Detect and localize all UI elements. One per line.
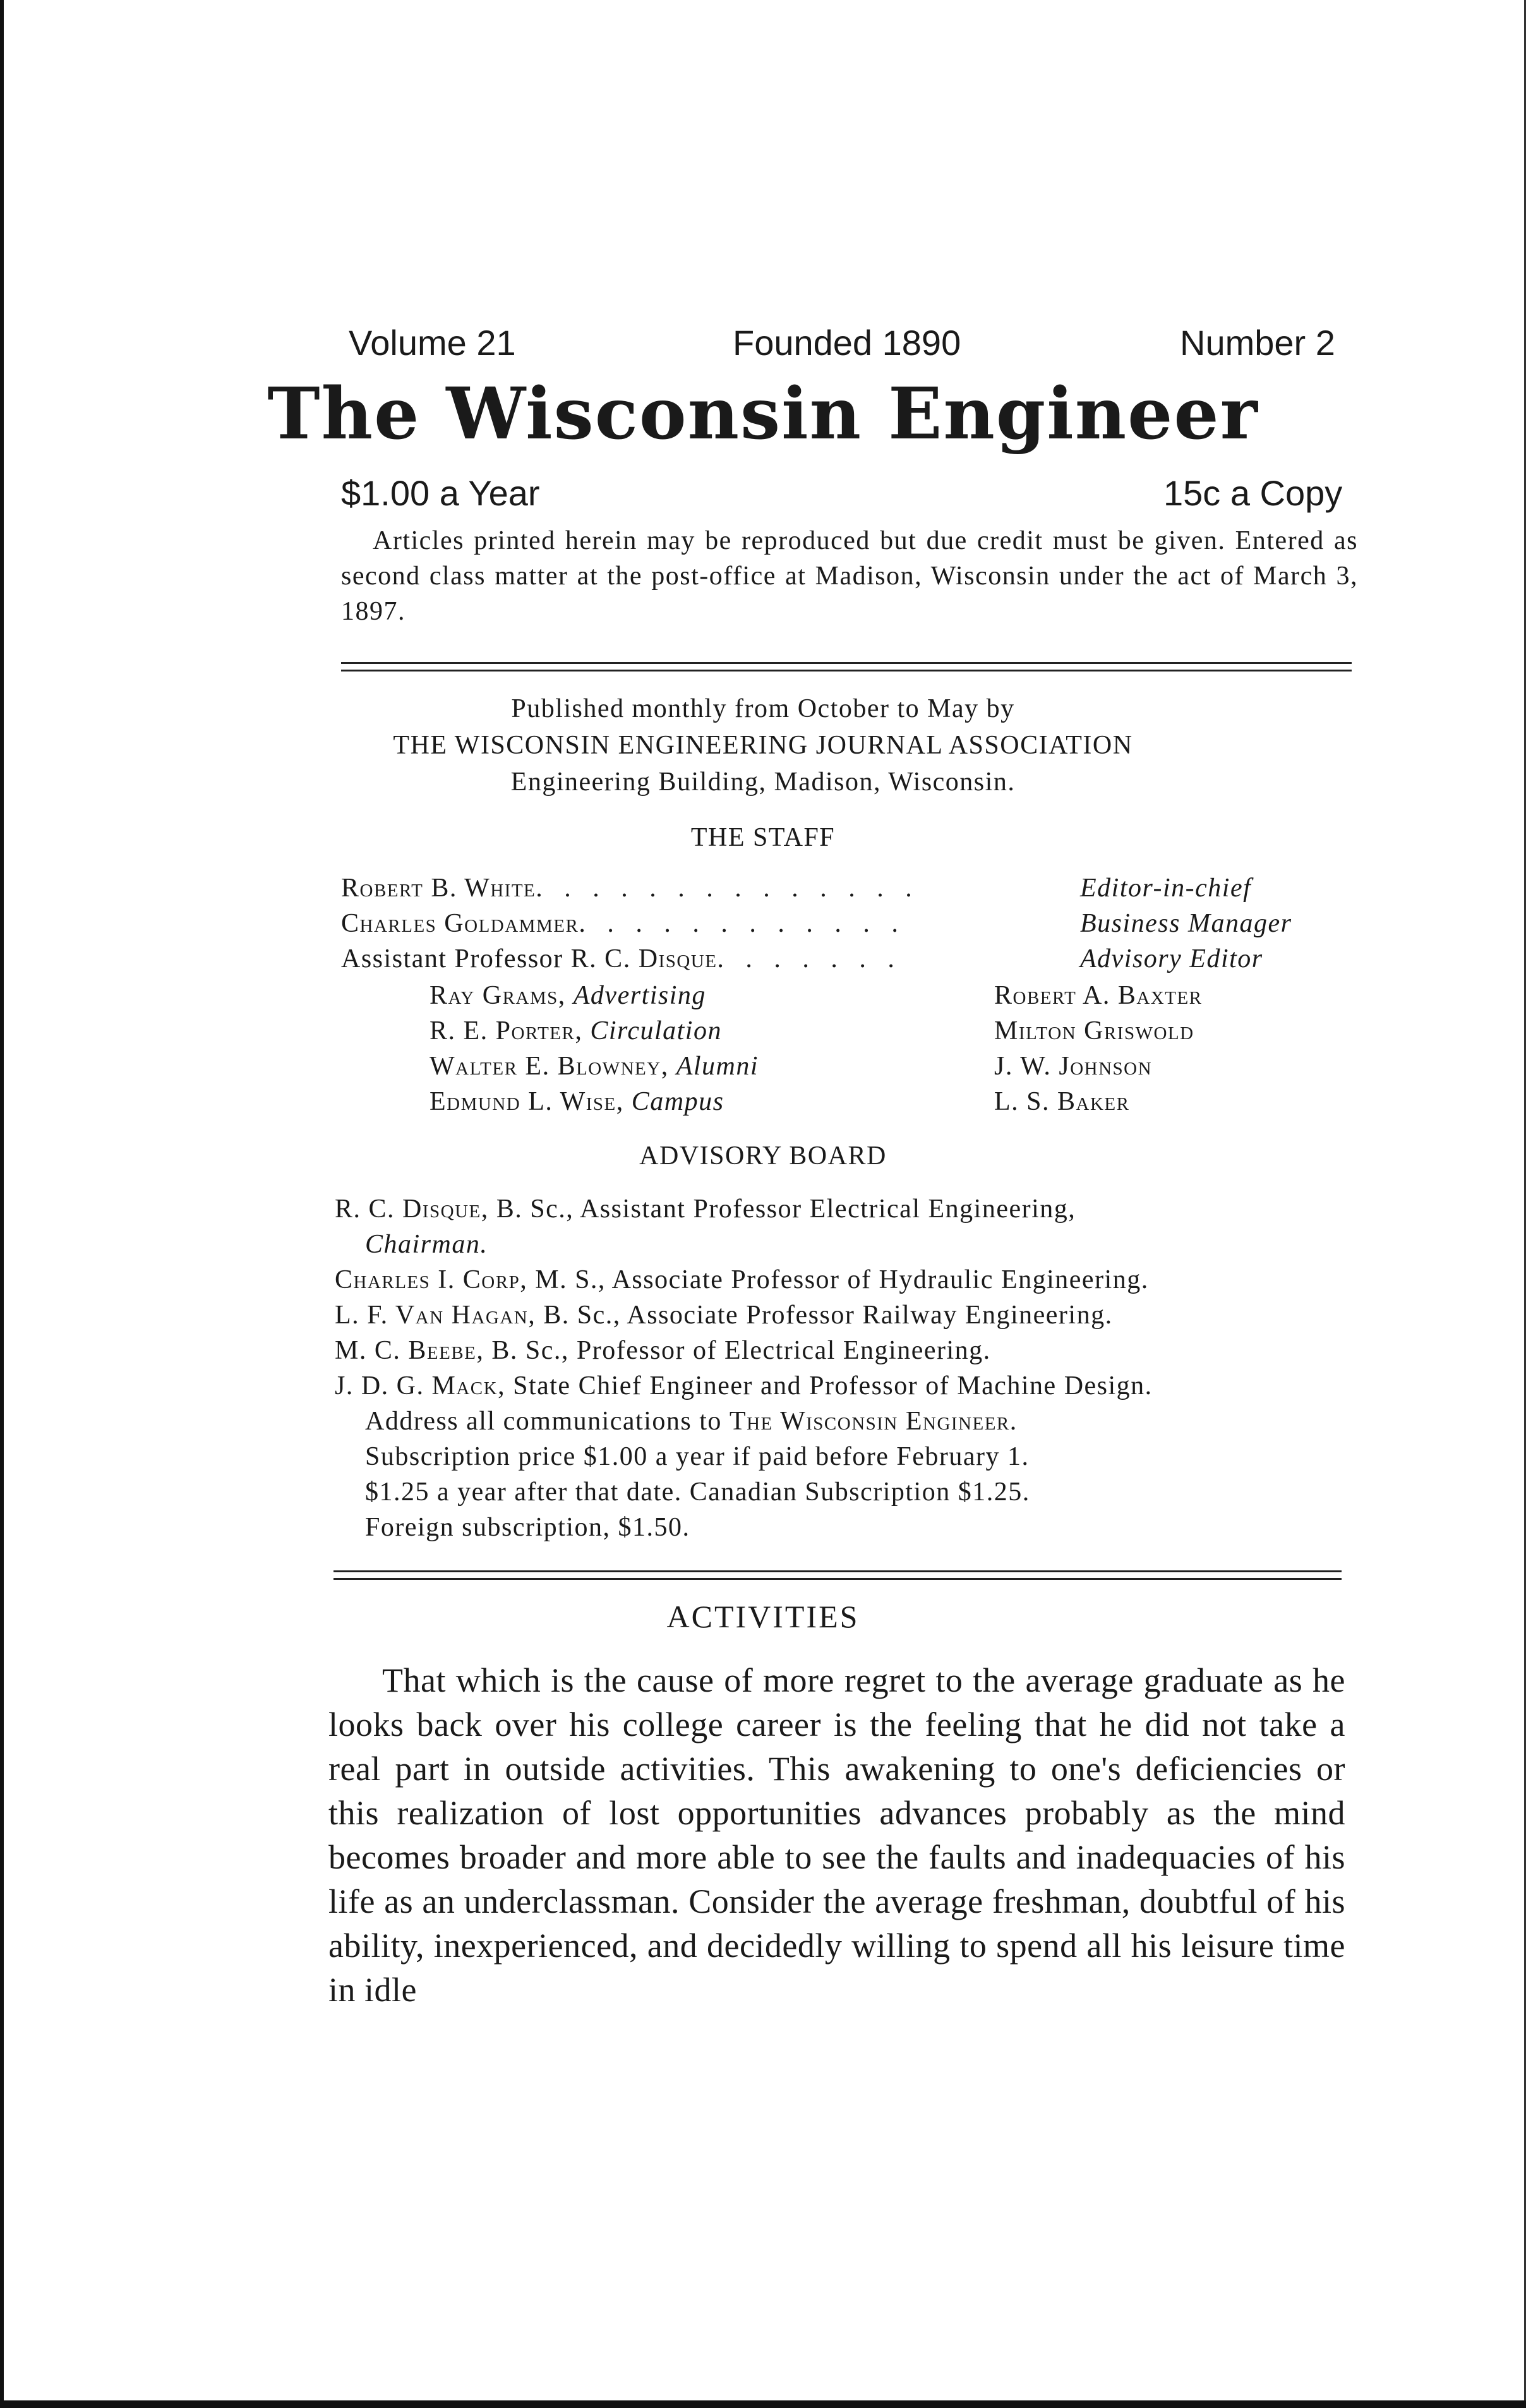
subscription-line: Foreign subscription, $1.50. — [365, 1513, 690, 1542]
staff-member-right: Milton Griswold — [994, 1016, 1194, 1045]
staff-member: Ray Grams, Advertising — [430, 981, 706, 1010]
board-member-continuation: Chairman. — [365, 1230, 488, 1259]
staff-member: Edmund L. Wise, Campus — [430, 1087, 724, 1116]
staff-heading: THE STAFF — [690, 823, 836, 852]
article-heading: ACTIVITIES — [666, 1599, 860, 1634]
subscription-line: Subscription price $1.00 a year if paid before February 1. — [365, 1442, 1030, 1471]
staff-lead-advisory — [341, 944, 902, 974]
staff-lead-role: Advisory Editor — [1080, 944, 1263, 973]
masthead-title: The Wisconsin Engineer — [267, 373, 1259, 455]
bottom-rule-1 — [333, 1570, 1342, 1572]
publisher-line-2: THE WISCONSIN ENGINEERING JOURNAL ASSOCIATION — [393, 731, 1133, 760]
address-line: Address all communications to The Wisconsin Engineer. — [365, 1407, 1018, 1436]
board-member: L. F. Van Hagan, B. Sc., Associate Professor Railway Engineering. — [335, 1301, 1113, 1330]
leader-dots: . . . . . . . . . . . . — [579, 909, 906, 938]
board-member: R. C. Disque, B. Sc., Assistant Professor Electrical Engineering, — [335, 1195, 1076, 1224]
price-per-copy: 15c a Copy — [1163, 473, 1343, 513]
top-rule-2 — [341, 670, 1352, 671]
publisher-line-1: Published monthly from October to May by — [511, 694, 1015, 723]
bottom-rule-2 — [333, 1578, 1342, 1580]
staff-lead-role: Editor-in-chief — [1080, 874, 1252, 903]
volume-label: Volume 21 — [349, 323, 516, 363]
staff-lead-name: Charles Goldammer — [341, 909, 579, 938]
staff-lead-editor — [341, 873, 920, 903]
staff-lead-role: Business Manager — [1080, 909, 1292, 938]
page-bottom-edge — [0, 2400, 1526, 2408]
reproduction-notice: Articles printed herein may be reproduced but due credit must be given. Entered as second class matter at the post-office at Madison, Wisconsin under the act of March 3, 1897. — [341, 526, 1358, 626]
staff-member-right: Robert A. Baxter — [994, 981, 1203, 1010]
staff-lead-prefix: Assistant Professor — [341, 944, 563, 973]
price-per-year: $1.00 a Year — [341, 473, 540, 513]
subscription-line: $1.25 a year after that date. Canadian Subscription $1.25. — [365, 1478, 1030, 1507]
article-body: That which is the cause of more regret to the average graduate as he looks back over his college career is the feeling that he did not take a real part in outside activities. This awakening to one's deficiencies or this realization of lost opportunities advances probably as the mind becomes broader and more able to see the faults and inadequacies of his life as an underclassman. Consider the average freshman, doubtful of his ability, inexperienced, and decidedly willing to spend all his leisure time in idle — [328, 1661, 1345, 2009]
page-left-edge — [0, 0, 4, 2408]
board-member: Charles I. Corp, M. S., Associate Professor of Hydraulic Engineering. — [335, 1265, 1149, 1294]
staff-member-right: J. W. Johnson — [994, 1052, 1153, 1081]
staff-lead-business — [341, 908, 906, 939]
staff-lead-name: Robert B. White — [341, 874, 536, 903]
staff-lead-name: R. C. Disque — [570, 944, 718, 973]
top-rule-1 — [341, 662, 1352, 664]
founded-label: Founded 1890 — [733, 323, 961, 363]
publisher-line-3: Engineering Building, Madison, Wisconsin. — [510, 768, 1016, 797]
staff-member-right: L. S. Baker — [994, 1087, 1130, 1116]
staff-member: R. E. Porter, Circulation — [430, 1016, 722, 1045]
advisory-board-heading: ADVISORY BOARD — [639, 1141, 887, 1171]
board-member: J. D. G. Mack, State Chief Engineer and Professor of Machine Design. — [335, 1371, 1153, 1400]
leader-dots: . . . . . . . — [717, 944, 902, 973]
staff-member: Walter E. Blowney, Alumni — [430, 1052, 759, 1081]
board-member: M. C. Beebe, B. Sc., Professor of Electrical Engineering. — [335, 1336, 991, 1365]
number-label: Number 2 — [1180, 323, 1335, 363]
leader-dots: . . . . . . . . . . . . . . — [536, 874, 920, 903]
